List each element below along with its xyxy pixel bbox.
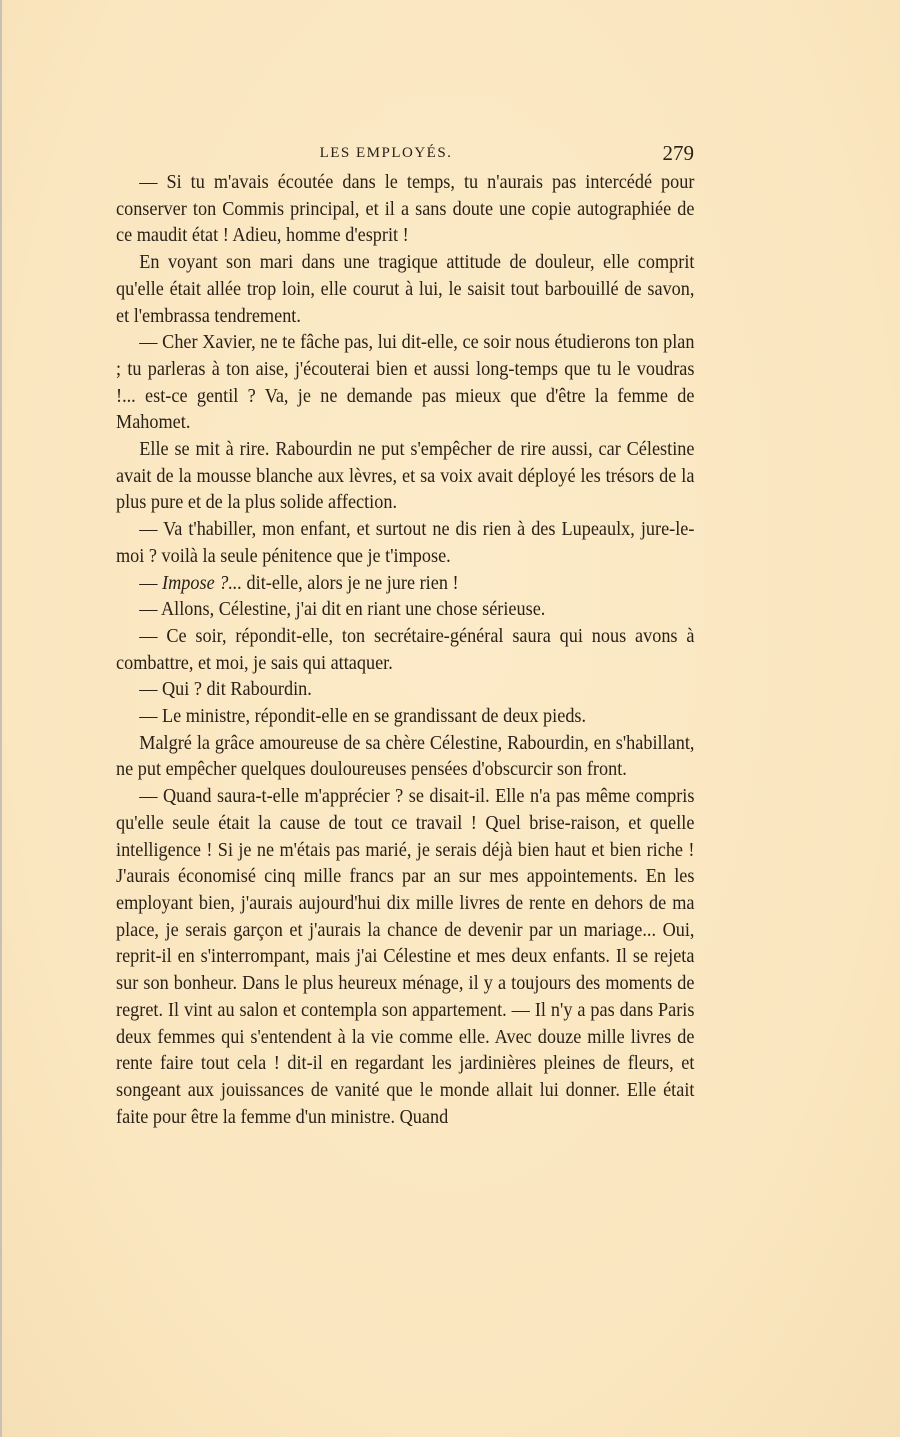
italic-word: Impose ?... [162, 572, 243, 594]
paragraph: — Cher Xavier, ne te fâche pas, lui dit-elle, ce soir nous étudierons ton plan ; tu parleras à ton aise, j'écouterai bien et aussi long-temps que tu le voudras !... est-ce gentil ? Va, je ne demande pas mieux que d'être la femme de Mahomet. [116, 332, 695, 434]
paragraph: — Le ministre, répondit-elle en se grandissant de deux pieds. [139, 706, 587, 728]
page-edge [0, 0, 2, 1437]
paragraph: — Si tu m'avais écoutée dans le temps, tu n'aurais pas intercédé pour conserver ton Commis principal, et il a sans doute une copie autographiée de ce maudit état ! Adieu, homme d'esprit ! [116, 172, 695, 247]
page-number: 279 [662, 141, 694, 165]
paragraph: — Quand saura-t-elle m'apprécier ? se disait-il. Elle n'a pas même compris qu'elle seule était la cause de tout ce travail ! Quel brise-raison, et quelle intelligence ! Si je ne m'étais pas marié, je serais déjà bien haut et bien riche ! J'aurais économisé cinq mille francs par an sur mes appointements. En les employant bien, j'aurais aujourd'hui dix mille livres de rente en dehors de ma place, je serais garçon et j'aurais la chance de devenir par un mariage... Oui, reprit-il en s'interrompant, mais j'ai Célestine et mes deux enfants. Il se rejeta sur son bonheur. Dans le plus heureux ménage, il y a toujours des moments de regret. Il vint au salon et contempla son appartement. — Il n'y a pas dans Paris deux femmes qui s'entendent à la vie comme elle. Avec douze mille livres de rente faire tout cela ! dit-il en regardant les jardinières pleines de fleurs, et songeant aux jouissances de vanité que le monde allait lui donner. Elle était faite pour être la femme d'un ministre. Quand [116, 786, 695, 1128]
paragraph: — Qui ? dit Rabourdin. [139, 679, 312, 701]
dash: — [139, 572, 163, 594]
page-header [116, 141, 696, 167]
paragraph: — Va t'habiller, mon enfant, et surtout ne dis rien à des Lupeaulx, jure-le-moi ? voilà la seule pénitence que je t'impose. [116, 519, 695, 567]
paragraph: Elle se mit à rire. Rabourdin ne put s'empêcher de rire aussi, car Célestine avait de la mousse blanche aux lèvres, et sa voix avait déployé les trésors de la plus pure et de la plus solide affection. [116, 439, 695, 514]
paragraph: En voyant son mari dans une tragique attitude de douleur, elle comprit qu'elle était allée trop loin, elle courut à lui, le saisit tout barbouillé de savon, et l'embrassa tendrement. [116, 252, 695, 327]
paragraph [116, 571, 694, 598]
paragraph: — Allons, Célestine, j'ai dit en riant une chose sérieuse. [139, 599, 546, 621]
paragraph: Malgré la grâce amoureuse de sa chère Célestine, Rabourdin, en s'habillant, ne put empêcher quelques douloureuses pensées d'obscurcir son front. [116, 732, 695, 781]
body-text [116, 170, 695, 1131]
paragraph: — Ce soir, répondit-elle, ton secrétaire-général saura qui nous avons à combattre, et moi, je sais qui attaquer. [116, 625, 695, 674]
paragraph-rest: dit-elle, alors je ne jure rien ! [242, 572, 459, 594]
running-title: LES EMPLOYÉS. [319, 145, 453, 161]
